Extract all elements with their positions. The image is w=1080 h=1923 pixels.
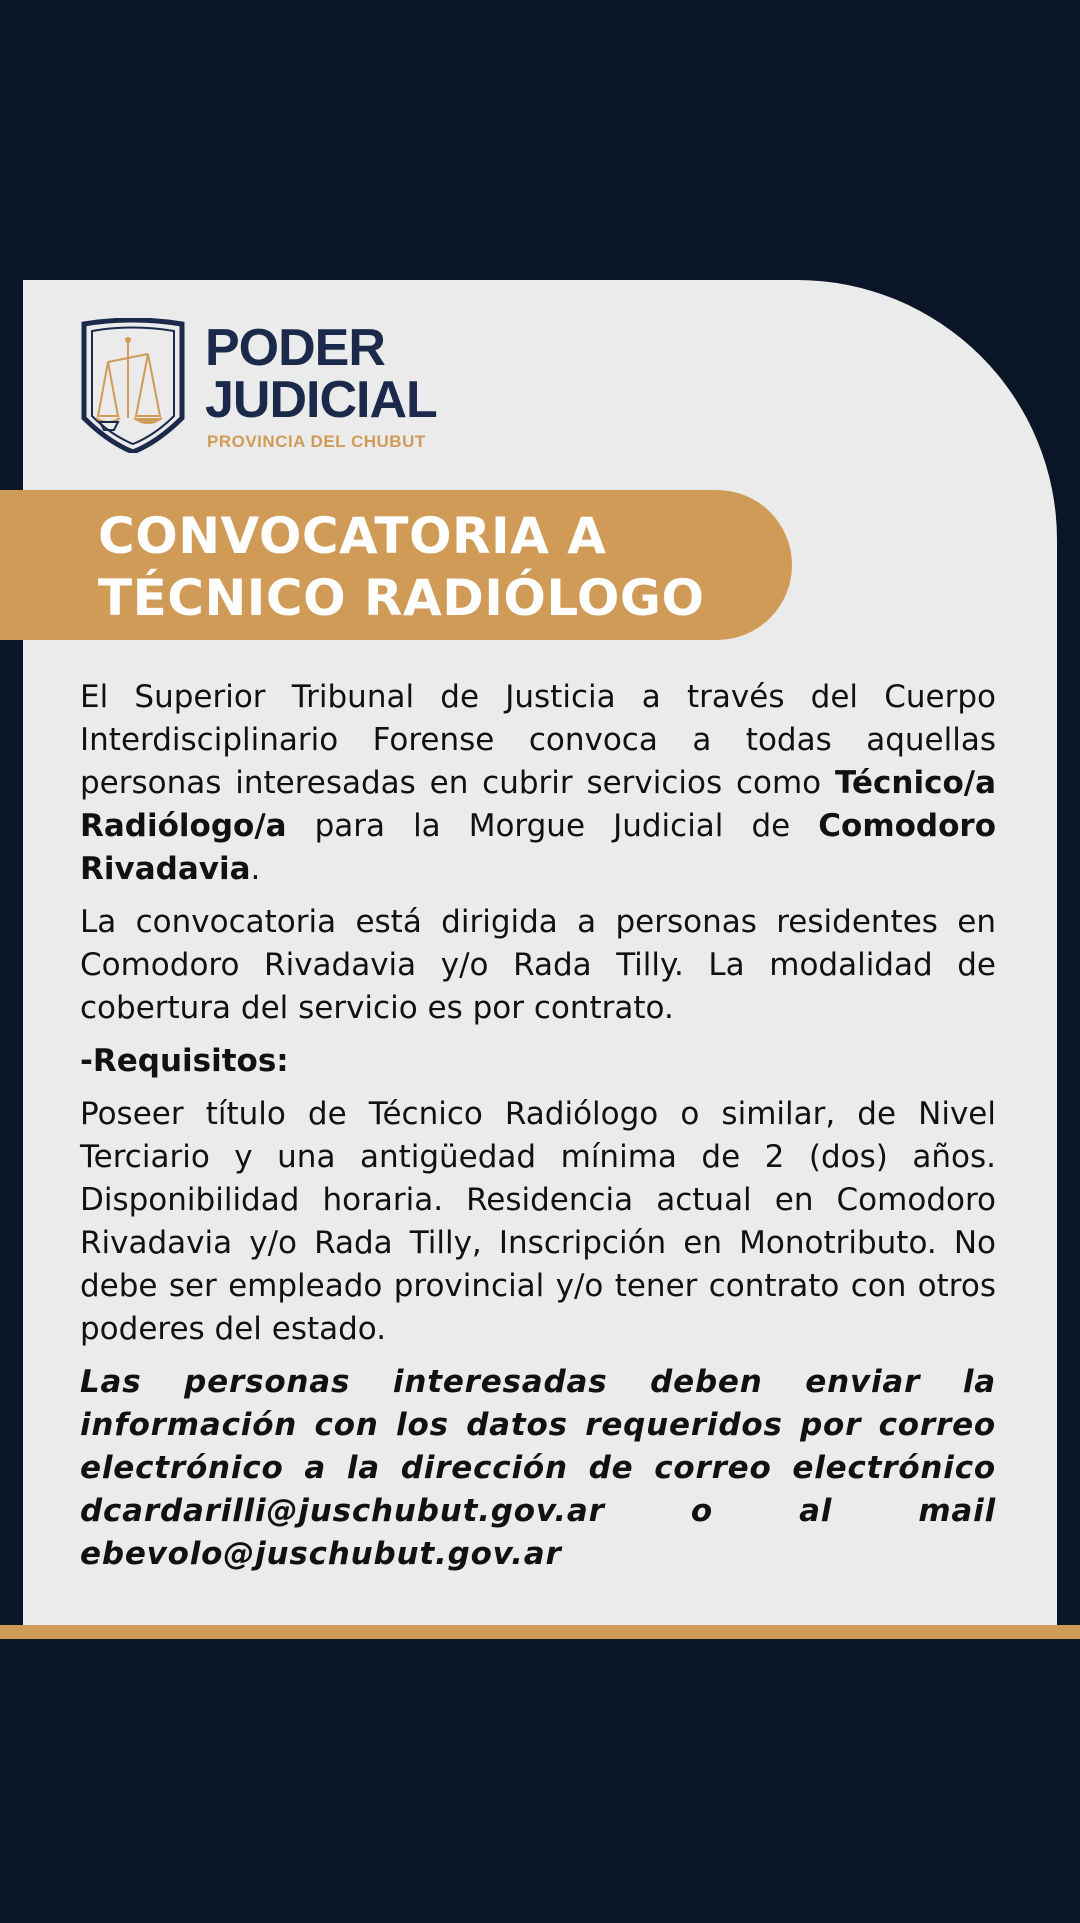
role-name: Técnico/a Radiólogo/a — [80, 765, 996, 844]
logo-wordmark — [205, 319, 437, 429]
banner-title-line-1: CONVOCATORIA A — [98, 507, 607, 565]
intro-end-text: . — [250, 851, 261, 887]
intro-paragraph — [80, 676, 996, 891]
location-name: Comodoro Rivadavia — [80, 808, 996, 887]
announcement-body — [80, 676, 996, 1586]
logo-line-2: JUDICIAL — [205, 371, 437, 429]
application-instructions: Las personas interesadas deben enviar la información con los datos requeridos por correo electrónico a la dirección de correo electrónico dcardarilli@juschubut.gov.ar o al mail ebevolo@juschubut.gov.ar — [80, 1364, 996, 1572]
logo-subtitle: PROVINCIA DEL CHUBUT — [207, 432, 426, 451]
banner-title-line-2: TÉCNICO RADIÓLOGO — [98, 569, 705, 627]
intro-middle-text: para la Morgue Judicial de — [286, 808, 819, 844]
requirements-paragraph: Poseer título de Técnico Radiólogo o similar, de Nivel Terciario y una antigüedad mínima de 2 (dos) años. Disponibilidad horaria. Residencia actual en Comodoro Rivadavia y/o Rada Tilly, Inscripción en Monotributo. No debe ser empleado provincial y/o tener contrato con otros poderes del estado. — [80, 1096, 996, 1347]
banner-title — [98, 505, 704, 629]
intro-text: El Superior Tribunal de Justicia a través del Cuerpo Interdisciplinario Forense convoca a todas aquellas personas interesadas en cubrir servicios como — [80, 679, 996, 801]
requirements-heading: -Requisitos: — [80, 1043, 289, 1079]
logo-line-1: PODER — [205, 319, 385, 377]
eligibility-paragraph: La convocatoria está dirigida a personas residentes en Comodoro Rivadavia y/o Rada Tilly. La modalidad de cobertura del servicio es por contrato. — [80, 904, 996, 1026]
gold-divider-line — [0, 1625, 1080, 1639]
